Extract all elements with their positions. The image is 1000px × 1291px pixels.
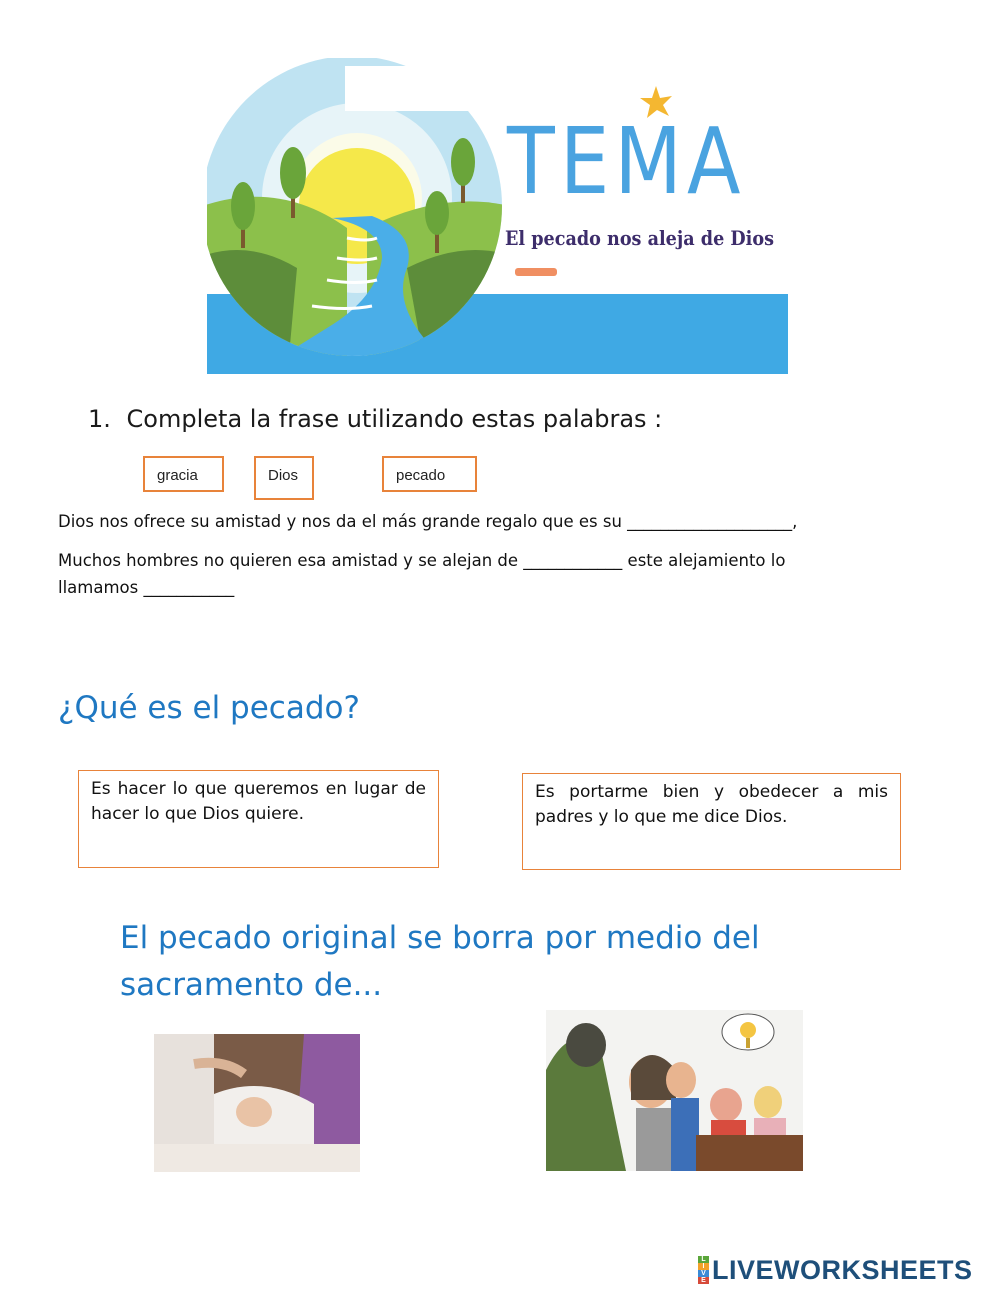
banner-subtitle: El pecado nos aleja de Dios xyxy=(505,226,775,250)
baptism-illustration xyxy=(154,1034,360,1172)
baptism-photo[interactable] xyxy=(154,1034,360,1172)
banner-image xyxy=(207,58,788,374)
sentence-2-line-1: Muchos hombres no quieren esa amistad y se alejan de ____________ este alejamiento lo xyxy=(58,551,786,570)
exercise-number: 1. xyxy=(88,405,111,433)
liveworksheets-logo[interactable] xyxy=(698,1255,973,1285)
logo-letter-stack-icon xyxy=(698,1256,709,1284)
answer-option-b[interactable]: Es portarme bien y obedecer a mis padres y lo que me dice Dios. xyxy=(522,773,901,870)
logo-letter-l: L xyxy=(698,1256,709,1263)
heading-line-1: El pecado original se borra por medio del xyxy=(120,920,760,956)
sentence-1: Dios nos ofrece su amistad y nos da el más grande regalo que es su ____________________, xyxy=(58,512,798,531)
heading-line-2: sacramento de... xyxy=(120,967,383,1003)
instruction-text: Completa la frase utilizando estas palabras : xyxy=(126,405,663,433)
section-heading-que-es-pecado: ¿Qué es el pecado? xyxy=(58,690,360,726)
liveworksheets-brand-text: LIVEWORKSHEETS xyxy=(712,1254,973,1285)
word-box-pecado[interactable]: pecado xyxy=(382,456,477,492)
logo-letter-v: V xyxy=(698,1270,709,1277)
word-box-dios[interactable]: Dios xyxy=(254,456,314,500)
section-heading-pecado-original xyxy=(120,915,760,1009)
logo-letter-i: I xyxy=(698,1263,709,1270)
logo-letter-e: E xyxy=(698,1277,709,1284)
word-box-gracia[interactable]: gracia xyxy=(143,456,224,492)
communion-cartoon[interactable] xyxy=(546,1010,803,1171)
banner-illustration xyxy=(207,58,788,374)
communion-illustration xyxy=(546,1010,803,1171)
answer-option-a[interactable]: Es hacer lo que queremos en lugar de hacer lo que Dios quiere. xyxy=(78,770,439,868)
banner-title: TEMA xyxy=(507,108,746,215)
sentence-2-line-2: llamamos ___________ xyxy=(58,578,235,597)
exercise-1-instruction xyxy=(88,405,662,433)
